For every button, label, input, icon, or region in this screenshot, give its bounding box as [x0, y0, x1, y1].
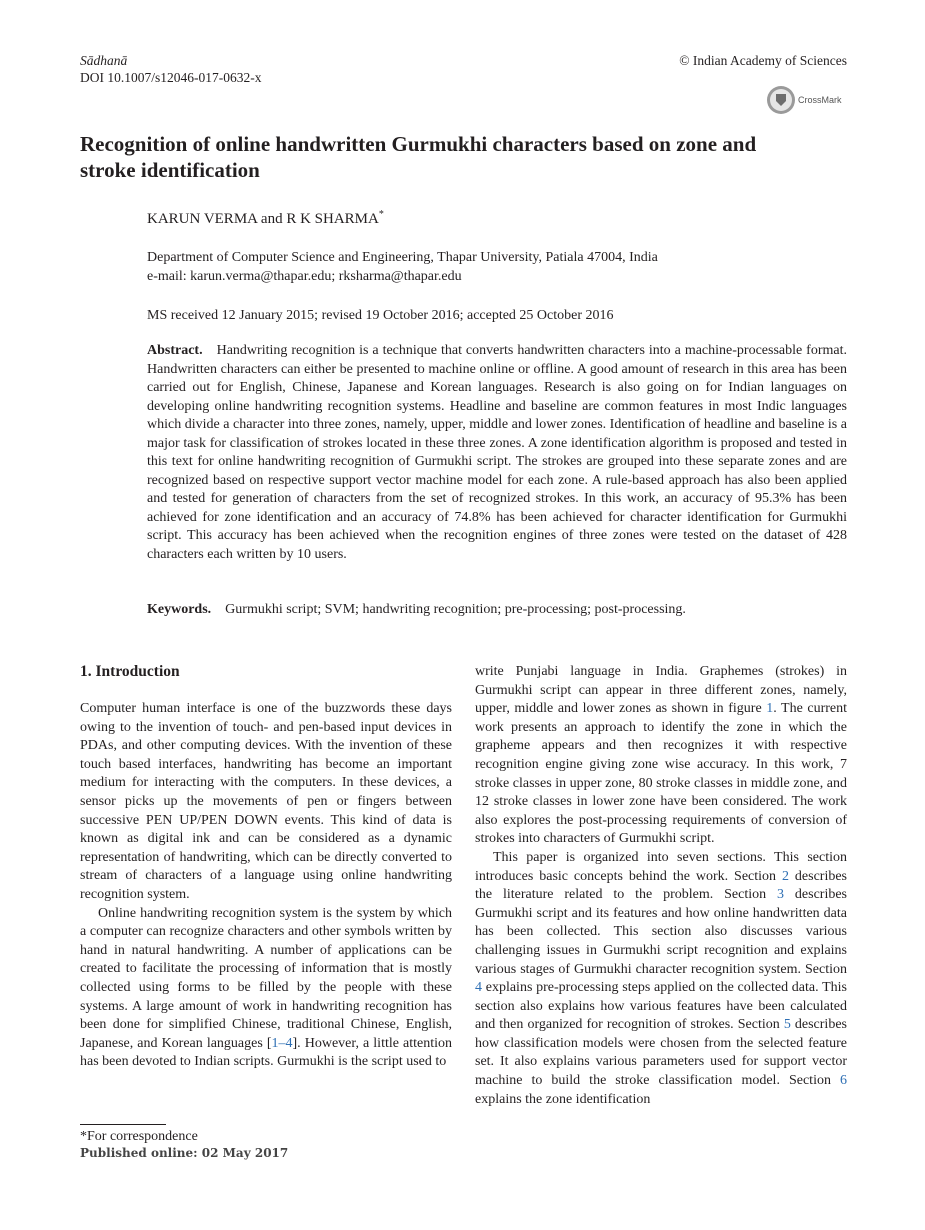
text-span: describes Gurmukhi script and its features and how online handwritten data has been collected. This section also discusses various challenging issues in Gurmukhi script recognition and explains various stages of Gurmukhi character recognition system. Section	[475, 887, 848, 977]
abstract	[147, 342, 847, 565]
intro-paragraph-4	[475, 849, 847, 1109]
intro-paragraph-3	[475, 663, 847, 849]
publisher: © Indian Academy of Sciences	[679, 53, 847, 68]
footnote-divider	[80, 1124, 166, 1125]
text-span: Online handwriting recognition system is the system by which a computer can recognize characters and other symbols written by hand in natural handwriting. A number of applications can be created to facilitate the processing of information that is mostly collected using forms to be filled by the people with these systems. A large amount of work in handwriting recognition has been done for simplified Chinese, traditional Chinese, English, Japanese, and Korean languages [	[80, 905, 452, 1051]
text-span: ]. However, a little attention has been devoted to Indian scripts. Gurmukhi is the script used to	[80, 1035, 452, 1070]
citation-link[interactable]: 1–4	[271, 1035, 293, 1051]
footnote: *For correspondence	[80, 1129, 198, 1144]
keywords-label: Keywords.	[147, 602, 212, 617]
article-title: Recognition of online handwritten Gurmukhi characters based on zone and stroke identification	[80, 132, 757, 182]
text-span: describes the literature related to the problem. Section	[475, 868, 847, 903]
received-dates: MS received 12 January 2015; revised 19 October 2016; accepted 25 October 2016	[147, 308, 614, 323]
section-link-6[interactable]: 6	[840, 1073, 847, 1089]
intro-paragraph-2	[80, 905, 452, 1072]
text-span: explains pre-processing steps applied on the collected data. This section also explains how various features have been calculated and then organized for recognition of strokes. Section	[475, 980, 847, 1033]
section-link-3[interactable]: 3	[777, 887, 785, 903]
section-heading-introduction: 1. Introduction	[80, 663, 180, 680]
section-link-4[interactable]: 4	[475, 980, 482, 996]
text-span: explains the zone identification	[475, 1091, 651, 1107]
text-span: describes how classification models were chosen from the selected feature set. It also explains various parameters used for support vector machine to build the stroke classification model. Section	[475, 1017, 847, 1089]
crossmark-badge[interactable]	[766, 84, 856, 116]
right-column	[475, 663, 847, 1109]
crossmark-icon	[766, 85, 796, 115]
published-date: Published online: 02 May 2017	[80, 1146, 289, 1160]
authors	[147, 209, 384, 228]
correspondence-mark: *	[378, 209, 384, 220]
doi[interactable]: DOI 10.1007/s12046-017-0632-x	[80, 70, 262, 85]
figure-link[interactable]: 1	[766, 701, 774, 717]
intro-paragraph-1: Computer human interface is one of the buzzwords these days owing to the invention of touch- and pen-based input devices in PDAs, and other computing devices. With the invention of these touch based interfaces, handwriting has become an important medium for interacting with the computers. In these devices, a sensor picks up the movements of pen or fingers between successive PEN UP/PEN DOWN events. This kind of data is known as digital ink and can be considered as a dynamic representation of handwriting, which can be directly converted to stream of characters of a language using online handwriting recognition system.	[80, 701, 452, 902]
text-span: This paper is organized into seven sections. This section introduces basic concepts behind the work. Section	[475, 849, 847, 884]
affiliation-block	[147, 248, 847, 286]
keywords-text: Gurmukhi script; SVM; handwriting recognition; pre-processing; post-processing.	[225, 602, 686, 617]
email[interactable]: e-mail: karun.verma@thapar.edu; rksharma@thapar.edu	[147, 269, 462, 284]
abstract-text: Handwriting recognition is a technique that converts handwritten characters into a machine-processable format. Handwritten characters can either be presented to machine online or offline. A good amount of research in this area has been carried out for English, Chinese, Japanese and Korean languages. Research is also going on for Indian languages on developing online handwriting recognition systems. Headline and baseline are common features in most Indic languages which divide a character into three zones, namely, upper, middle and lower zones. Identification of headline and baseline is a major task for classification of strokes located in these three zones. A zone identification algorithm is proposed and tested in this text for online handwriting recognition of Gurmukhi script. The strokes are grouped into these separate zones and are recognized based on respective support vector machine model for each zone. A rule-based approach has also been applied and tested for generation of characters from the set of recognized strokes. In this work, an accuracy of 95.3% has been achieved for zone identification and an accuracy of 74.8% has been achieved for character identification for Gurmukhi script. This accuracy has been achieved when the recognition engines of three zones were tested on the dataset of 428 characters each written by 10 users.	[147, 343, 847, 563]
section-link-2[interactable]: 2	[781, 868, 789, 884]
text-span: write Punjabi language in India. Graphemes (strokes) in Gurmukhi script can appear in three different zones, namely, upper, middle and lower zones as shown in figure	[475, 664, 847, 717]
text-span: . The current work presents an approach to identify the zone in which the grapheme appears and then recognizes it with respective recognition engine giving zone wise accuracy. In this work, 7 stroke classes in upper zone, 80 stroke classes in middle zone, and 12 stroke classes in lower zone have been considered. The work also explores the post-processing requirements of conversion of strokes into characters of Gurmukhi script.	[475, 701, 848, 847]
section-link-5[interactable]: 5	[783, 1017, 791, 1033]
abstract-label: Abstract.	[147, 343, 203, 358]
keywords	[147, 602, 847, 618]
left-column	[80, 700, 452, 1072]
journal-name: Sādhanā	[80, 53, 128, 68]
author-names: KARUN VERMA and R K SHARMA	[147, 211, 379, 227]
affiliation: Department of Computer Science and Engineering, Thapar University, Patiala 47004, India	[147, 250, 658, 265]
crossmark-label: CrossMark	[798, 95, 842, 105]
